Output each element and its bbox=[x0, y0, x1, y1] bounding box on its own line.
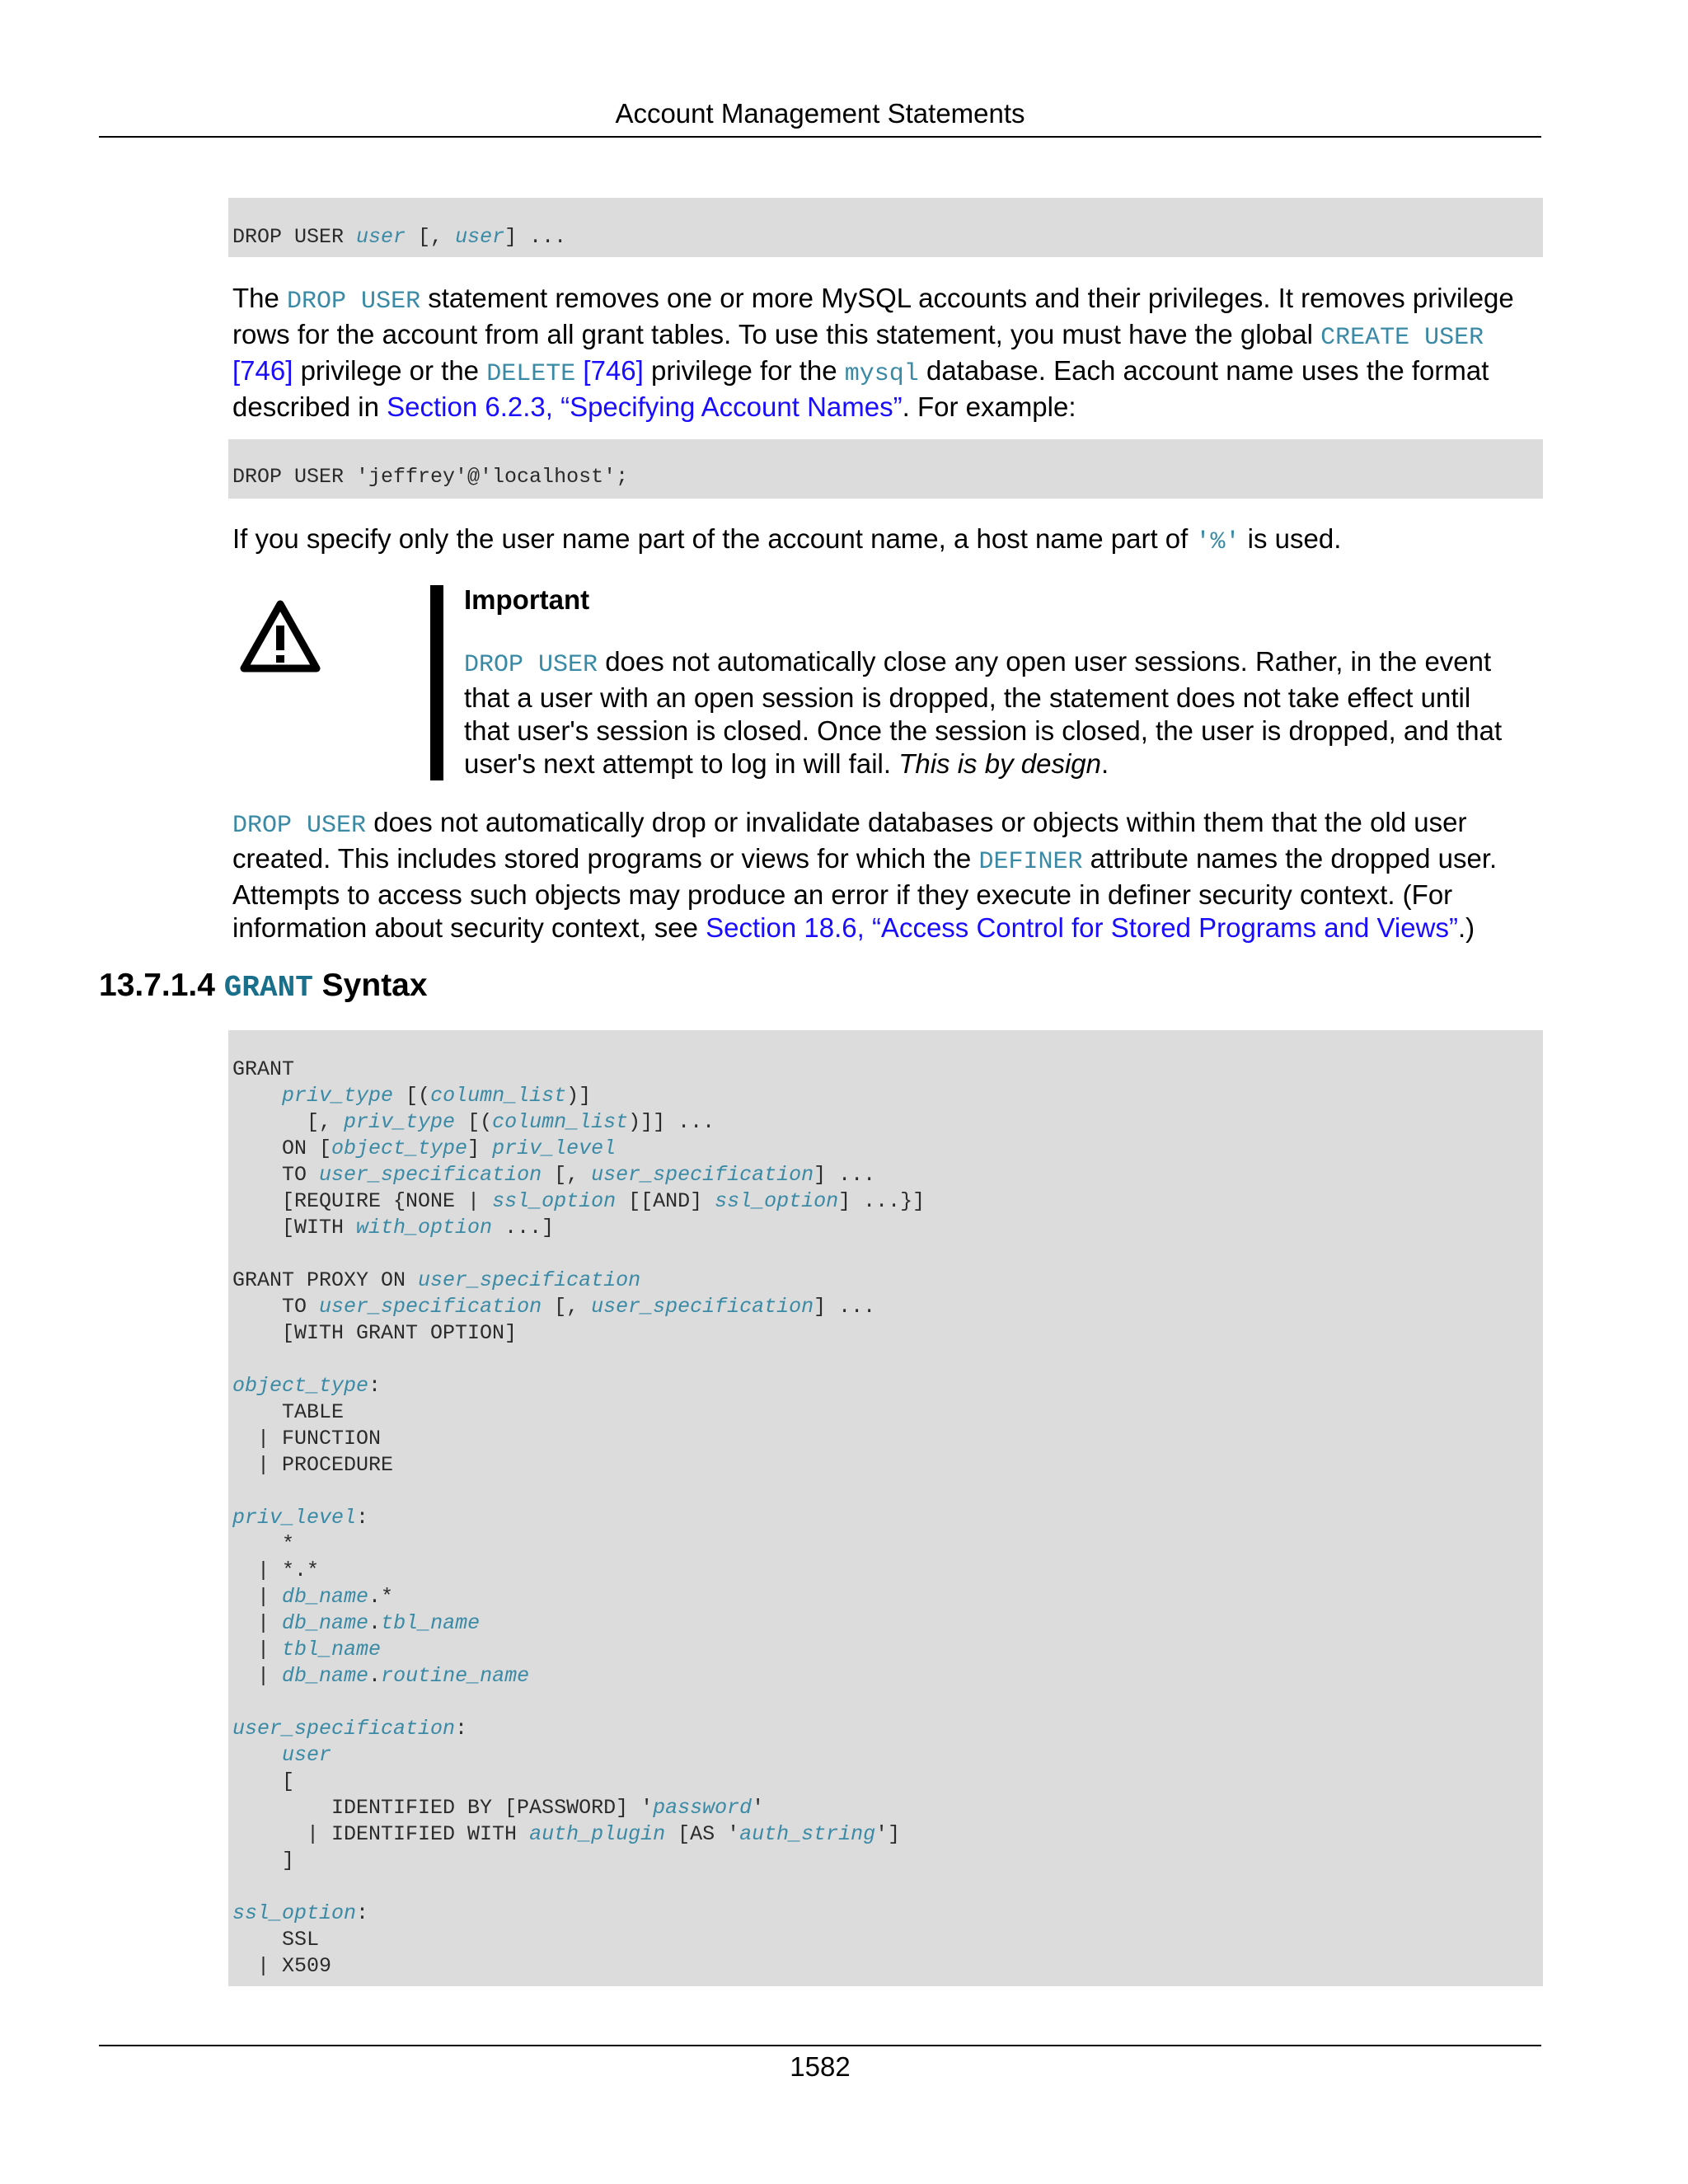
code-text: | *.* bbox=[232, 1558, 320, 1582]
code-text: [AS ' bbox=[665, 1822, 740, 1846]
code-text: TABLE bbox=[232, 1400, 345, 1424]
code-text: | bbox=[232, 1664, 283, 1688]
code-text: | FUNCTION bbox=[232, 1427, 382, 1451]
warning-icon bbox=[239, 598, 321, 677]
code-line bbox=[232, 1663, 1543, 1690]
host-wildcard-keyword: '%' bbox=[1195, 528, 1240, 556]
code-text: [( bbox=[455, 1110, 493, 1134]
drop-user-keyword: DROP USER bbox=[464, 651, 598, 679]
code-text: .* bbox=[368, 1585, 394, 1609]
account-names-section-link[interactable]: Section 6.2.3, “Specifying Account Names” bbox=[387, 391, 903, 422]
code-placeholder: ssl_option bbox=[492, 1189, 617, 1213]
code-line bbox=[232, 1927, 1543, 1953]
code-line bbox=[232, 1558, 1543, 1584]
important-note-title: Important bbox=[464, 584, 590, 615]
delete-privilege-ref-link[interactable]: [746] bbox=[583, 355, 644, 386]
code-line bbox=[232, 1479, 1543, 1505]
section-heading: 13.7.1.4 GRANT Syntax bbox=[99, 968, 428, 1005]
code-placeholder: user_specification bbox=[319, 1163, 542, 1187]
code-text: [, bbox=[542, 1295, 592, 1319]
code-line bbox=[232, 224, 1543, 251]
code-text: | PROCEDURE bbox=[232, 1453, 394, 1477]
code-text: ON [ bbox=[232, 1137, 332, 1160]
code-placeholder: user_specification bbox=[591, 1295, 814, 1319]
code-text: [( bbox=[393, 1084, 431, 1108]
important-note-body: DROP USER does not automatically close any open user sessions. Rather, in the event that a user with an open session is dropped, the statement does not take effect until that user's session is closed. Once the session is closed, the user is dropped, and that user's next attempt to log in will fail. This is by design. bbox=[464, 646, 1503, 779]
code-line bbox=[232, 464, 1543, 490]
code-text: TO bbox=[232, 1163, 320, 1187]
code-line bbox=[232, 1769, 1543, 1795]
code-line bbox=[232, 1241, 1543, 1268]
code-line bbox=[232, 1452, 1543, 1479]
code-text: * bbox=[232, 1532, 295, 1556]
code-line bbox=[232, 1505, 1543, 1531]
code-line bbox=[232, 1795, 1543, 1821]
code-line bbox=[232, 1057, 1543, 1083]
code-text: )] bbox=[566, 1084, 592, 1108]
code-line bbox=[232, 1162, 1543, 1188]
code-placeholder: auth_plugin bbox=[529, 1822, 666, 1846]
code-text: : bbox=[368, 1374, 382, 1398]
definer-paragraph: DROP USER does not automatically drop or invalidate databases or objects within them that the old user created. This includes stored programs or views for which the DEFINER attribute names the dropped user. Attempts to access such objects may produce an error if they execute in definer security context. (For information about security context, see Section 18.6, “Access Control for Stored Programs and Views”.) bbox=[232, 807, 1498, 943]
code-text: [, bbox=[542, 1163, 592, 1187]
code-text: [WITH GRANT OPTION] bbox=[232, 1321, 518, 1345]
important-note-bar bbox=[430, 585, 443, 780]
code-text: ] ... bbox=[814, 1163, 876, 1187]
code-text: IDENTIFIED BY [PASSWORD] ' bbox=[232, 1796, 654, 1820]
code-line bbox=[232, 1399, 1543, 1426]
code-text: . bbox=[368, 1664, 382, 1688]
code-text: ' bbox=[752, 1796, 765, 1820]
code-placeholder: with_option bbox=[356, 1216, 493, 1240]
code-line bbox=[232, 1584, 1543, 1610]
code-text: ] bbox=[467, 1137, 493, 1160]
code-text: [[AND] bbox=[616, 1189, 715, 1213]
code-placeholder: tbl_name bbox=[282, 1638, 382, 1661]
running-header: Account Management Statements bbox=[615, 98, 1025, 129]
code-line bbox=[232, 1320, 1543, 1347]
code-line bbox=[232, 1953, 1543, 1980]
code-line bbox=[232, 1426, 1543, 1452]
code-text: ] ... bbox=[504, 225, 567, 249]
code-line bbox=[232, 1610, 1543, 1637]
code-line bbox=[232, 1821, 1543, 1848]
code-text: ] ...}] bbox=[838, 1189, 926, 1213]
code-placeholder: user_specification bbox=[319, 1295, 542, 1319]
code-text bbox=[232, 1743, 282, 1767]
mysql-keyword: mysql bbox=[844, 360, 919, 388]
code-placeholder: user_specification bbox=[418, 1268, 641, 1292]
code-line bbox=[232, 1637, 1543, 1663]
code-text: | bbox=[232, 1611, 283, 1635]
code-line bbox=[232, 1531, 1543, 1558]
code-text bbox=[232, 1084, 282, 1108]
code-text: [ bbox=[232, 1769, 295, 1793]
code-placeholder: priv_type bbox=[282, 1084, 394, 1108]
code-placeholder: ssl_option bbox=[715, 1189, 839, 1213]
code-line bbox=[232, 1347, 1543, 1373]
code-placeholder: user bbox=[282, 1743, 332, 1767]
code-line bbox=[232, 1900, 1543, 1927]
code-text: ...] bbox=[492, 1216, 555, 1240]
code-placeholder: column_list bbox=[430, 1084, 567, 1108]
code-text: TO bbox=[232, 1295, 320, 1319]
code-placeholder: priv_level bbox=[492, 1137, 617, 1160]
drop-user-keyword: DROP USER bbox=[232, 812, 367, 840]
code-text: . bbox=[368, 1611, 382, 1635]
code-line bbox=[232, 1874, 1543, 1900]
code-text: )]] ... bbox=[628, 1110, 715, 1134]
code-placeholder: db_name bbox=[282, 1611, 369, 1635]
code-text: GRANT PROXY ON bbox=[232, 1268, 419, 1292]
code-line bbox=[232, 1373, 1543, 1399]
code-placeholder: user bbox=[455, 225, 505, 249]
code-line bbox=[232, 1742, 1543, 1769]
code-text: '] bbox=[875, 1822, 901, 1846]
code-placeholder: column_list bbox=[492, 1110, 629, 1134]
code-text: | IDENTIFIED WITH bbox=[232, 1822, 530, 1846]
code-line bbox=[232, 1188, 1543, 1215]
footer-rule bbox=[99, 2045, 1541, 2046]
code-text: GRANT bbox=[232, 1057, 295, 1081]
code-placeholder: object_type bbox=[331, 1137, 468, 1160]
code-line bbox=[232, 1215, 1543, 1241]
code-text: : bbox=[455, 1717, 468, 1741]
emphasis-text: This is by design bbox=[898, 748, 1101, 779]
code-text: : bbox=[356, 1901, 369, 1925]
code-placeholder: db_name bbox=[282, 1664, 369, 1688]
code-line bbox=[232, 1848, 1543, 1874]
delete-keyword: DELETE bbox=[486, 360, 576, 388]
header-rule bbox=[99, 136, 1541, 138]
code-placeholder: object_type bbox=[232, 1374, 369, 1398]
code-text: DROP USER 'jeffrey'@'localhost'; bbox=[232, 465, 629, 489]
code-text: DROP USER bbox=[232, 225, 357, 249]
drop-user-keyword: DROP USER bbox=[287, 288, 421, 316]
code-text: | X509 bbox=[232, 1954, 332, 1978]
code-placeholder: priv_type bbox=[344, 1110, 456, 1134]
definer-keyword: DEFINER bbox=[978, 848, 1083, 876]
page-number: 1582 bbox=[790, 2051, 851, 2082]
code-line bbox=[232, 1716, 1543, 1742]
code-line bbox=[232, 1136, 1543, 1162]
code-placeholder: password bbox=[653, 1796, 753, 1820]
create-user-keyword: CREATE USER bbox=[1320, 324, 1484, 352]
code-placeholder: priv_level bbox=[232, 1506, 357, 1530]
grant-syntax-block bbox=[228, 1030, 1543, 1986]
code-text: ] bbox=[232, 1849, 295, 1872]
code-text: [, bbox=[406, 225, 456, 249]
code-line bbox=[232, 1294, 1543, 1320]
drop-user-example-block bbox=[228, 439, 1543, 499]
code-line bbox=[232, 1690, 1543, 1716]
code-placeholder: user_specification bbox=[232, 1717, 456, 1741]
drop-user-syntax-block bbox=[228, 198, 1543, 257]
access-control-section-link[interactable]: Section 18.6, “Access Control for Stored Programs and Views” bbox=[706, 912, 1458, 943]
code-line bbox=[232, 1083, 1543, 1109]
code-placeholder: user_specification bbox=[591, 1163, 814, 1187]
code-placeholder: user bbox=[356, 225, 406, 249]
code-text: SSL bbox=[232, 1928, 320, 1952]
code-line bbox=[232, 1268, 1543, 1294]
code-text: | bbox=[232, 1585, 283, 1609]
code-placeholder: routine_name bbox=[381, 1664, 530, 1688]
grant-keyword: GRANT bbox=[223, 971, 313, 1005]
privilege-ref-link[interactable]: [746] bbox=[232, 355, 293, 386]
code-text: [, bbox=[232, 1110, 345, 1134]
code-placeholder: auth_string bbox=[739, 1822, 876, 1846]
code-text: [WITH bbox=[232, 1216, 357, 1240]
code-text: [REQUIRE {NONE | bbox=[232, 1189, 493, 1213]
code-text: ] ... bbox=[814, 1295, 876, 1319]
code-text: | bbox=[232, 1638, 283, 1661]
code-line bbox=[232, 1109, 1543, 1136]
code-text: : bbox=[356, 1506, 369, 1530]
drop-user-intro-paragraph: The DROP USER statement removes one or more MySQL accounts and their privileges. It removes privilege rows for the account from all grant tables. To use this statement, you must have the global CREATE USER [746] privilege or the DELETE [746] privilege for the mysql database. Each account name uses the format described in Section 6.2.3, “Specifying Account Names”. For example: bbox=[232, 283, 1514, 422]
code-placeholder: ssl_option bbox=[232, 1901, 357, 1925]
host-part-paragraph: If you specify only the user name part of the account name, a host name part of '%' is used. bbox=[232, 523, 1342, 556]
code-placeholder: db_name bbox=[282, 1585, 369, 1609]
code-placeholder: tbl_name bbox=[381, 1611, 481, 1635]
